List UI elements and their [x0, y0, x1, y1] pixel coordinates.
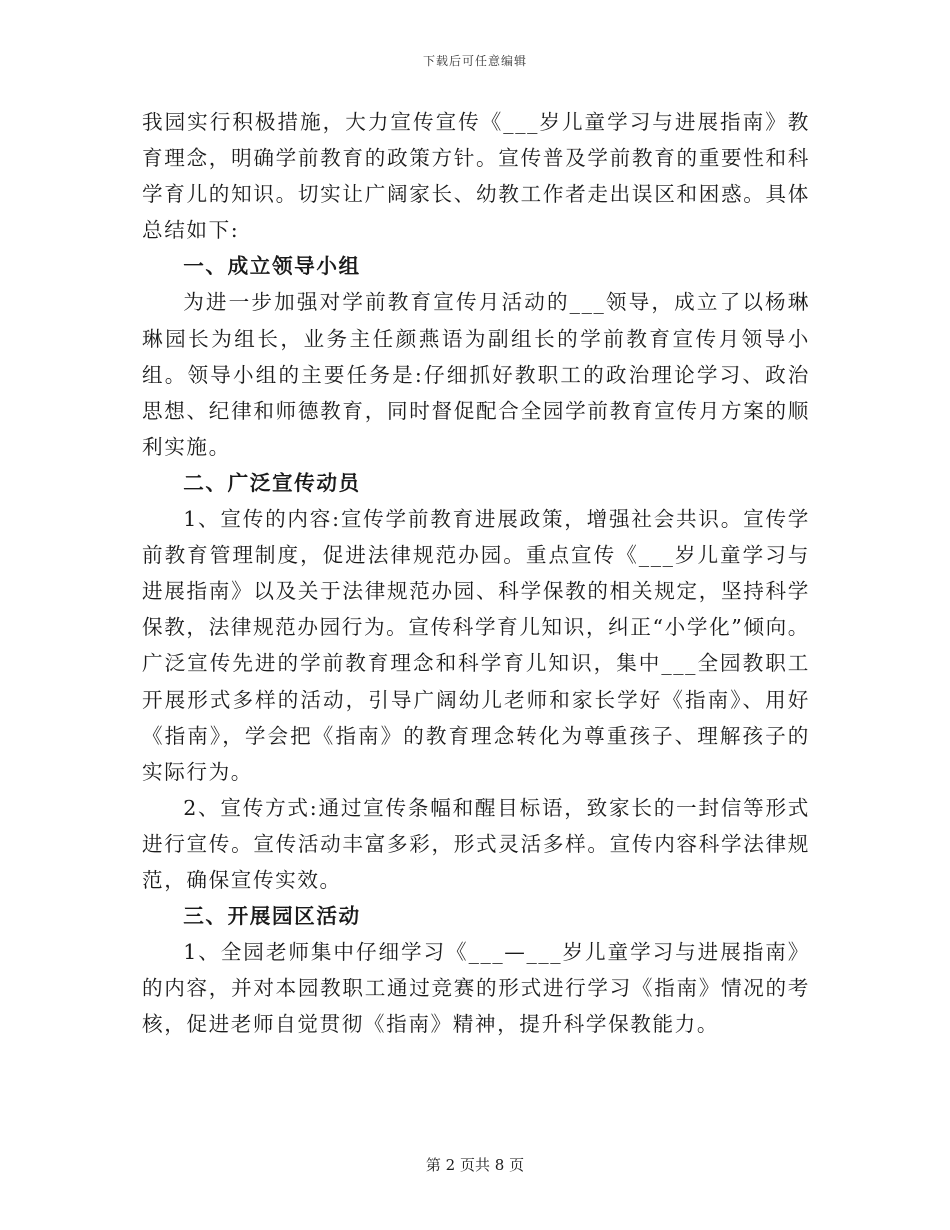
section-3-paragraph-1: 1、全园老师集中仔细学习《___—___岁儿童学习与进展指南》的内容，并对本园教职工通过竞赛的形式进行学习《指南》情况的考核，促进老师自觉贯彻《指南》精神，提升科学保教能力。	[142, 940, 810, 1037]
section-heading-1: 一、成立领导小组	[183, 254, 361, 279]
page-header: 下载后可任意编辑	[422, 54, 527, 68]
document-body	[142, 104, 810, 1042]
section-heading-2: 二、广泛宣传动员	[183, 470, 361, 495]
intro-paragraph: 我园实行积极措施，大力宣传宣传《___岁儿童学习与进展指南》教育理念，明确学前教育的政策方针。宣传普及学前教育的重要性和科学育儿的知识。切实让广阔家长、幼教工作者走出误区和困惑。具体总结如下:	[142, 110, 810, 243]
page-number: 第 2 页共 8 页	[425, 1156, 525, 1174]
section-1-paragraph: 为进一步加强对学前教育宣传月活动的___领导，成立了以杨琳琳园长为组长，业务主任颜燕语为副组长的学前教育宣传月领导小组。领导小组的主要任务是:仔细抓好教职工的政治理论学习、政治思想、纪律和师德教育，同时督促配合全园学前教育宣传月方案的顺利实施。	[142, 290, 810, 459]
section-2-paragraph-1: 1、宣传的内容:宣传学前教育进展政策，增强社会共识。宣传学前教育管理制度，促进法律规范办园。重点宣传《___岁儿童学习与进展指南》以及关于法律规范办园、科学保教的相关规定，坚持科学保教，法律规范办园行为。宣传科学育儿知识，纠正“小学化”倾向。广泛宣传先进的学前教育理念和科学育儿知识，集中___全园教职工开展形式多样的活动，引导广阔幼儿老师和家长学好《指南》、用好《指南》，学会把《指南》的教育理念转化为尊重孩子、理解孩子的实际行为。	[142, 507, 810, 784]
section-heading-3: 三、开展园区活动	[183, 904, 361, 929]
section-2-paragraph-2: 2、宣传方式:通过宣传条幅和醒目标语，致家长的一封信等形式进行宣传。宣传活动丰富多彩，形式灵活多样。宣传内容科学法律规范，确保宣传实效。	[142, 795, 810, 892]
